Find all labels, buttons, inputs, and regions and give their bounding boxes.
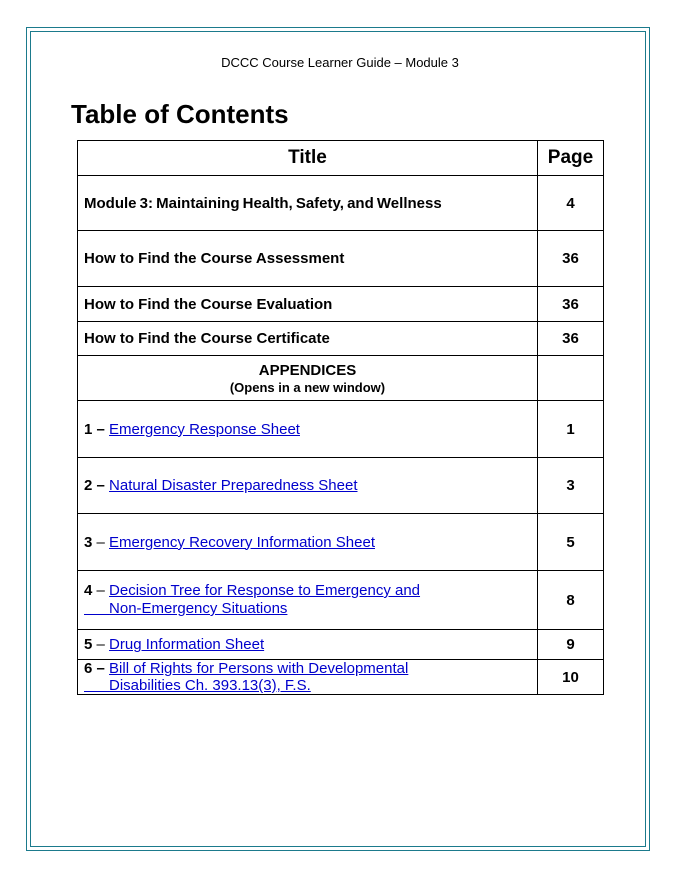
col-page-header: Page	[538, 141, 604, 176]
table-row	[78, 287, 604, 322]
appendices-header-row	[78, 356, 604, 401]
toc-row-page: 36	[538, 287, 604, 322]
appendix-link-drug-information[interactable]: Drug Information Sheet	[109, 636, 265, 653]
table-row	[78, 458, 604, 514]
appendix-link-decision-tree-line2[interactable]: Non-Emergency Situations	[109, 600, 288, 617]
table-row	[78, 514, 604, 571]
appendix-page: 10	[538, 660, 604, 695]
toc-header-row	[78, 141, 604, 176]
appendix-separator: –	[92, 582, 110, 599]
appendix-number: 2	[84, 477, 93, 494]
appendix-item	[78, 660, 538, 695]
appendix-number: 5	[84, 636, 93, 653]
appendix-link-bill-of-rights-line2[interactable]: Disabilities Ch. 393.13(3), F.S.	[109, 677, 311, 694]
appendix-page: 9	[538, 630, 604, 660]
appendices-page-empty	[538, 356, 604, 401]
page-header: DCCC Course Learner Guide – Module 3	[221, 55, 459, 70]
appendix-item	[78, 514, 538, 571]
appendix-number: 6	[84, 660, 93, 677]
link-indent	[84, 600, 109, 617]
table-row	[78, 630, 604, 660]
appendix-item	[78, 458, 538, 514]
appendix-item	[78, 571, 538, 630]
appendix-item	[78, 630, 538, 660]
appendix-number: 3	[84, 533, 93, 551]
appendix-page: 5	[538, 514, 604, 571]
appendix-separator: –	[92, 533, 110, 551]
appendix-separator: –	[92, 636, 110, 653]
table-row	[78, 176, 604, 231]
appendix-number: 1	[84, 420, 93, 438]
toc-row-title: How to Find the Course Evaluation	[78, 287, 538, 322]
appendix-item	[78, 401, 538, 458]
appendix-link-bill-of-rights[interactable]: Bill of Rights for Persons with Developmental	[109, 660, 409, 677]
appendix-page: 1	[538, 401, 604, 458]
appendix-page: 8	[538, 571, 604, 630]
link-indent	[84, 677, 109, 694]
appendix-link-natural-disaster[interactable]: Natural Disaster Preparedness Sheet	[109, 477, 358, 494]
col-title-header: Title	[78, 141, 538, 176]
appendix-link-emergency-recovery[interactable]: Emergency Recovery Information Sheet	[109, 533, 375, 551]
toc-row-title: How to Find the Course Assessment	[78, 231, 538, 287]
appendix-link-decision-tree[interactable]: Decision Tree for Response to Emergency and	[109, 582, 421, 599]
appendices-note: (Opens in a new window)	[229, 379, 386, 395]
toc-table	[77, 140, 604, 695]
appendices-label: APPENDICES	[258, 361, 357, 379]
table-row	[78, 660, 604, 695]
appendix-number: 4	[84, 582, 93, 599]
appendices-heading	[78, 356, 538, 401]
page-title: Table of Contents	[71, 99, 289, 129]
appendix-separator: –	[92, 660, 110, 677]
toc-row-title: Module 3: Maintaining Health, Safety, and Wellness	[78, 176, 538, 231]
table-row	[78, 322, 604, 356]
toc-row-page: 36	[538, 322, 604, 356]
appendix-link-emergency-response[interactable]: Emergency Response Sheet	[109, 420, 300, 438]
appendix-separator: –	[92, 477, 110, 494]
appendix-separator: –	[92, 420, 110, 438]
appendix-page: 3	[538, 458, 604, 514]
table-row	[78, 401, 604, 458]
table-row	[78, 571, 604, 630]
table-row	[78, 231, 604, 287]
toc-row-page: 4	[538, 176, 604, 231]
toc-row-title: How to Find the Course Certificate	[78, 322, 538, 356]
toc-row-page: 36	[538, 231, 604, 287]
